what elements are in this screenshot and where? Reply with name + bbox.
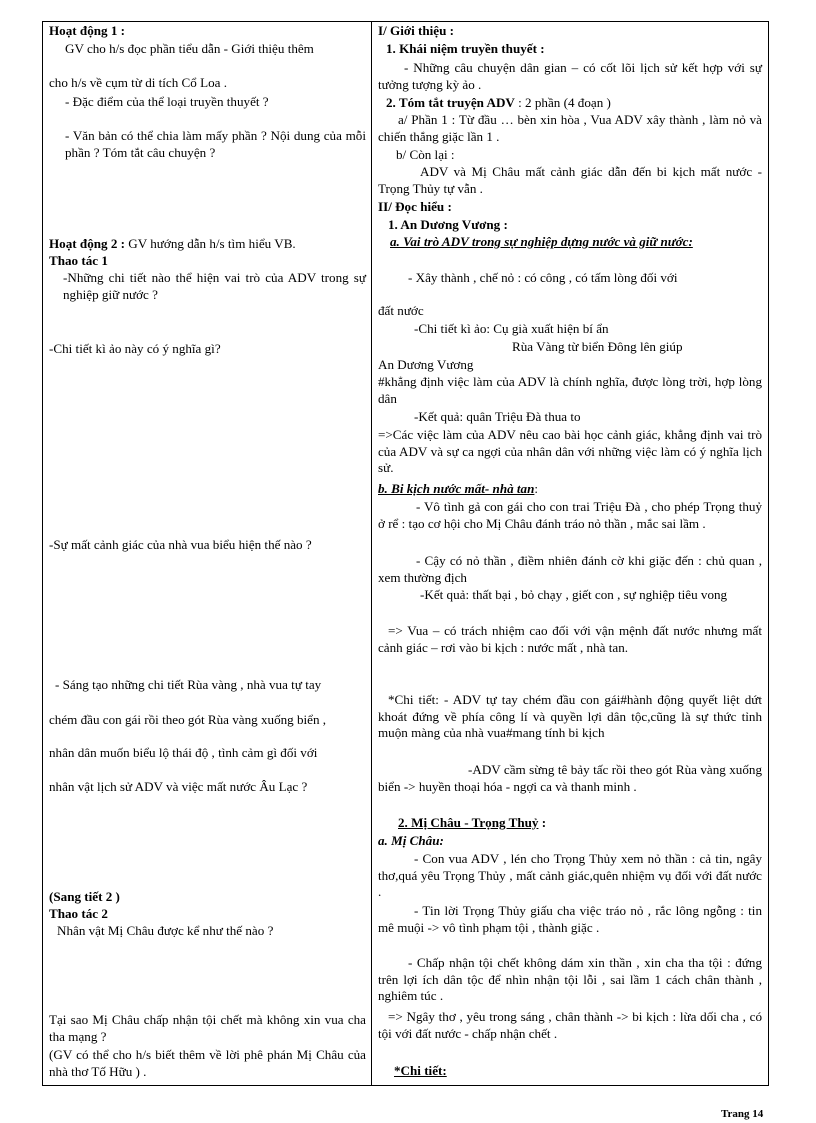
role-item-6: -Kết quả: quân Triệu Đà thua to bbox=[414, 409, 581, 424]
tragedy-item-3: -Kết quả: thất bại , bỏ chạy , giết con , sự nghiệp tiêu vong bbox=[420, 587, 728, 602]
section-1-2-title bbox=[378, 95, 762, 112]
lesson-table bbox=[42, 21, 769, 1086]
section-1-1-text: - Những câu chuyện dân gian – có cốt lõi lịch sử kết hợp với sự tưởng tượng kỳ ảo . bbox=[378, 60, 762, 92]
mi-chau-item-3: - Chấp nhận tội chết không dám xin thần , xin cha tha tội : đứng trên lợi ích dân tộc để nhìn nhận tội lỗi , sai lầm 1 cách chân thành , nghiêm túc . bbox=[378, 955, 762, 1004]
step-1-question-3: -Sự mất cảnh giác của nhà vua biểu hiện thế nào ? bbox=[49, 537, 312, 552]
role-item-1b: đất nước bbox=[378, 303, 424, 318]
section-2-2-title bbox=[378, 815, 762, 832]
mi-chau-item-2: - Tin lời Trọng Thủy giấu cha việc tráo nỏ , rắc lông ngỗng : tin mê muội -> vô tình phạm tội , thành giặc . bbox=[378, 903, 762, 935]
summary-label: 2. Tóm tắt truyện ADV bbox=[386, 95, 515, 110]
summary-part-1: a/ Phần 1 : Từ đầu … bèn xin hòa , Vua ADV xây thành , làm nỏ và chiến thắng giặc lần 1 . bbox=[378, 112, 762, 144]
activity-1-text: GV cho h/s đọc phần tiểu dẫn - Giới thiệu thêm bbox=[65, 41, 314, 56]
step-2-question-2: Tại sao Mị Châu chấp nhận tội chết mà không xin vua cha tha mạng ? bbox=[49, 1012, 366, 1044]
activity-1-text-2: cho h/s về cụm từ di tích Cổ Loa . bbox=[49, 75, 228, 90]
page-number: Trang 14 bbox=[721, 1108, 764, 1120]
detail-note-2: -ADV cầm sừng tê bảy tấc rồi theo gót Rùa vàng xuống biển -> huyền thoại hóa - ngợi ca và thanh minh . bbox=[378, 762, 762, 794]
tragedy-item-1: - Vô tình gả con gái cho con trai Triệu Đà , cho phép Trọng thuỷ ở rể : tạo cơ hội cho Mị Châu đánh tráo nỏ thần , mắc sai lầm . bbox=[378, 499, 762, 531]
detail-note-1: *Chi tiết: - ADV tự tay chém đầu con gái#hành động quyết liệt dứt khoát đứng về phía công lí và quyền lợi dân tộc,cũng là sự thức tỉnh muộn màng của nhà vua#mang tính bi kịch bbox=[378, 692, 762, 741]
mi-chau-item-1: - Con vua ADV , lén cho Trọng Thủy xem nỏ thần : cả tin, ngây thơ,quá yêu Trọng Thủy , mất cảnh giác,quên nhiệm vụ đối với đất nước . bbox=[378, 851, 762, 900]
tragedy-conclusion: => Vua – có trách nhiệm cao đối với vận mệnh đất nước nhưng mất cảnh giác – rơi vào bi kịch : nước mất , nhà tan. bbox=[378, 623, 762, 655]
role-item-3: Rùa Vàng từ biển Đông lên giúp bbox=[512, 339, 683, 354]
step-1-question-4b: chém đầu con gái rồi theo gót Rùa vàng xuống biển , bbox=[49, 712, 327, 727]
step-1-question-2: -Chi tiết kì ảo này có ý nghĩa gì? bbox=[49, 341, 221, 356]
step-2-note: (GV có thể cho h/s biết thêm về lời phê phán Mị Châu của nhà thơ Tố Hữu ) . bbox=[49, 1047, 366, 1079]
role-item-5: #khẳng định việc làm của ADV là chính nghĩa, được lòng trời, hợp lòng dân bbox=[378, 374, 762, 406]
mi-chau-conclusion: => Ngây thơ , yêu trong sáng , chân thành -> bi kịch : lừa dối cha , có tội với đất nước - chấp nhận chết . bbox=[378, 1009, 762, 1041]
subsection-b-title bbox=[378, 481, 762, 498]
content-column bbox=[372, 22, 768, 1085]
section-2-2-label: 2. Mị Châu - Trọng Thuỷ bbox=[398, 815, 539, 830]
activity-2-text: GV hướng dẫn h/s tìm hiểu VB. bbox=[125, 236, 296, 251]
step-1-question-4c: nhân dân muốn biểu lộ thái độ , tình cảm gì đối với bbox=[49, 745, 318, 760]
role-item-4: An Dương Vương bbox=[378, 357, 474, 372]
step-1-title: Thao tác 1 bbox=[49, 253, 108, 268]
summary-parts: : 2 phần (4 đoạn ) bbox=[514, 95, 611, 110]
role-conclusion: =>Các việc làm của ADV nêu cao bài học cảnh giác, khẳng định vai trò của ADV và sự ca ngợi của nhân dân với những việc làm có ý nghĩa lịch sử. bbox=[378, 427, 762, 476]
summary-part-2-label: b/ Còn lại : bbox=[396, 147, 455, 162]
teacher-activity-column bbox=[43, 22, 372, 1085]
detail-note-3: *Chi tiết: bbox=[394, 1063, 447, 1078]
role-item-1: - Xây thành , chế nỏ : có công , có tấm lòng đối với bbox=[408, 270, 678, 285]
step-1-question-4a: - Sáng tạo những chi tiết Rùa vàng , nhà vua tự tay bbox=[55, 677, 322, 692]
step-1-question-1: -Những chi tiết nào thể hiện vai trò của ADV trong sự nghiệp giữ nước ? bbox=[63, 270, 366, 302]
section-1-title: I/ Giới thiệu : bbox=[378, 23, 454, 38]
subsection-b-colon: : bbox=[534, 481, 539, 496]
subsection-b-label: b. Bi kịch nước mất- nhà tan bbox=[378, 481, 535, 496]
section-1-1-title: 1. Khái niệm truyền thuyết : bbox=[386, 41, 545, 56]
section-2-title: II/ Đọc hiểu : bbox=[378, 199, 452, 214]
section-2-2-colon: : bbox=[538, 815, 547, 830]
mi-chau-title: a. Mị Châu: bbox=[378, 833, 444, 848]
activity-1-question-2: - Văn bản có thể chia làm mấy phần ? Nội dung của mỗi phần ? Tóm tắt câu chuyện ? bbox=[65, 128, 366, 160]
step-1-question-4d: nhân vật lịch sử ADV và việc mất nước Âu Lạc ? bbox=[49, 779, 308, 794]
step-2-question-1: Nhân vật Mị Châu được kể như thế nào ? bbox=[57, 923, 274, 938]
role-item-2: -Chi tiết kì ảo: Cụ già xuất hiện bí ẩn bbox=[414, 321, 609, 336]
section-2-1-title: 1. An Dương Vương : bbox=[388, 217, 508, 232]
tragedy-item-2: - Cậy có nỏ thần , điềm nhiên đánh cờ khi giặc đến : chủ quan , xem thường địch bbox=[378, 553, 762, 585]
subsection-a-title: a. Vai trò ADV trong sự nghiệp dựng nước và giữ nước: bbox=[390, 234, 693, 249]
activity-2-title bbox=[49, 236, 366, 253]
period-2-note: (Sang tiết 2 ) bbox=[49, 889, 120, 904]
activity-1-title: Hoạt động 1 : bbox=[49, 23, 126, 38]
activity-2-label: Hoạt động 2 : bbox=[49, 236, 126, 251]
activity-1-question: - Đặc điểm của thể loại truyền thuyết ? bbox=[65, 94, 269, 109]
step-2-title: Thao tác 2 bbox=[49, 906, 108, 921]
summary-part-2-text: ADV và Mị Châu mất cảnh giác dẫn đến bi kịch mất nước - Trọng Thủy tự vẫn . bbox=[378, 164, 762, 196]
